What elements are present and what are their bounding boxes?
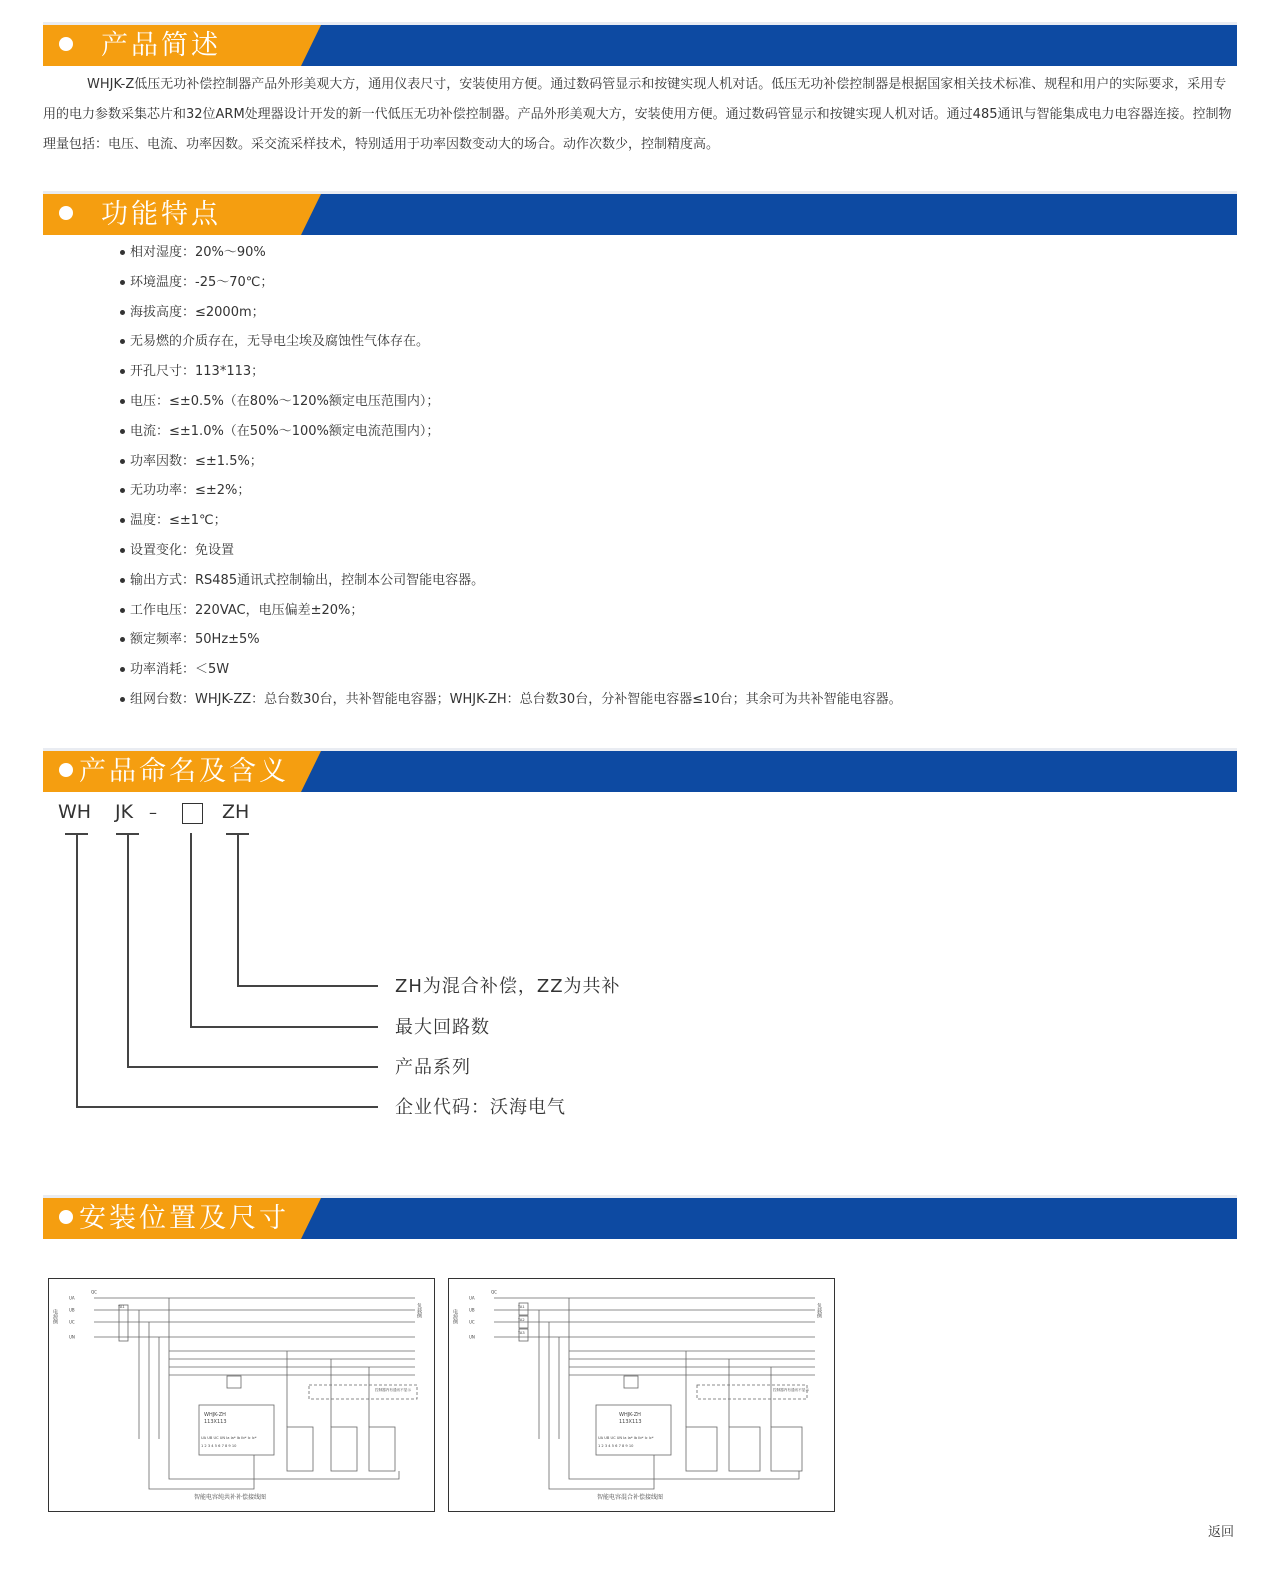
phase-label: QC <box>91 1289 97 1295</box>
feature-item <box>118 655 902 685</box>
feature-text: 海拔高度：≤2000m； <box>130 304 265 320</box>
code-jk: JK <box>115 801 134 823</box>
naming-label-circuits: 最大回路数 <box>395 1017 490 1038</box>
phase-label: UN <box>469 1334 475 1340</box>
feature-item <box>118 447 902 477</box>
phase-label: UC <box>69 1319 75 1325</box>
controller-size: 113X113 <box>204 1419 227 1425</box>
feature-item <box>118 238 902 268</box>
feature-item <box>118 268 902 298</box>
bullet-icon <box>120 280 125 285</box>
feature-text: 组网台数：WHJK-ZZ：总台数30台，共补智能电容器；WHJK-ZH：总台数30台，分补智能电容器≤10台；其余可为共补智能电容器。 <box>130 691 902 707</box>
feature-item <box>118 417 902 447</box>
leader-tick <box>116 833 139 835</box>
section-title: 产品简述 <box>59 25 221 66</box>
wiring-svg <box>49 1279 434 1511</box>
feature-text: 输出方式：RS485通讯式控制输出，控制本公司智能电容器。 <box>130 572 485 588</box>
feature-text: 功率消耗：＜5W <box>130 662 230 678</box>
feature-item <box>118 357 902 387</box>
leader-tick <box>65 833 88 835</box>
code-wh: WH <box>58 801 92 823</box>
controller-terminal-numbers: 1 2 3 4 5 6 7 8 9 10 <box>598 1444 634 1448</box>
controller-terminals: UA UB UC UN Ia Ia* Ib Ib* Ic Ic* <box>598 1436 654 1440</box>
leader-tick <box>226 833 249 835</box>
feature-item <box>118 387 902 417</box>
feature-item <box>118 566 902 596</box>
bullet-icon <box>120 667 125 672</box>
code-dash: – <box>149 803 157 822</box>
feature-item <box>118 327 902 357</box>
leader-line <box>76 833 78 1107</box>
ct-label: TA1 <box>518 1305 525 1309</box>
bullet-icon <box>120 369 125 374</box>
phase-label: UB <box>469 1307 475 1313</box>
naming-label-company: 企业代码：沃海电气 <box>395 1097 566 1118</box>
feature-item <box>118 685 902 715</box>
code-zh: ZH <box>222 801 250 823</box>
side-label-power: 电源侧 <box>52 1309 58 1324</box>
section-title: 安装位置及尺寸 <box>59 1198 289 1239</box>
leader-line <box>237 985 378 987</box>
phase-label: UA <box>469 1295 475 1301</box>
bullet-icon <box>120 459 125 464</box>
leader-line <box>127 833 129 1067</box>
diagram-caption: 智能电容纯共补补偿接线图 <box>194 1494 267 1501</box>
bullet-icon <box>120 697 125 702</box>
wiring-diagram-right <box>448 1278 835 1512</box>
feature-text: 相对湿度：20%～90% <box>130 245 266 260</box>
controller-model: WHJK-ZH <box>204 1412 226 1418</box>
bullet-icon <box>120 548 125 553</box>
phase-label: UA <box>69 1295 75 1301</box>
bullet-dot-icon <box>59 763 73 777</box>
phase-label: UC <box>469 1319 475 1325</box>
diagram-note: 控制器内有通讯不显示 <box>375 1388 411 1392</box>
wiring-diagram-left <box>48 1278 435 1512</box>
section-header-intro <box>43 22 1237 66</box>
feature-text: 功率因数：≤±1.5%； <box>130 453 263 469</box>
feature-item <box>118 476 902 506</box>
phase-label: UB <box>69 1307 75 1313</box>
section-header-naming <box>43 748 1237 792</box>
phase-label: UN <box>69 1334 75 1340</box>
bullet-icon <box>120 250 125 255</box>
controller-terminal-numbers: 1 2 3 4 5 6 7 8 9 10 <box>201 1444 237 1448</box>
feature-item <box>118 298 902 328</box>
feature-text: 电流：≤±1.0%（在50%～100%额定电流范围内）； <box>130 423 440 439</box>
section-header-install <box>43 1195 1237 1239</box>
section-title: 产品命名及含义 <box>59 751 289 792</box>
feature-text: 无功功率：≤±2%； <box>130 483 251 499</box>
feature-item <box>118 506 902 536</box>
feature-text: 额定频率：50Hz±5% <box>130 632 260 648</box>
feature-item <box>118 625 902 655</box>
bullet-icon <box>120 429 125 434</box>
naming-label-type: ZH为混合补偿，ZZ为共补 <box>395 976 621 997</box>
bullet-icon <box>120 399 125 404</box>
bullet-icon <box>120 637 125 642</box>
feature-list <box>118 238 902 715</box>
side-label-load: 负载侧 <box>416 1303 422 1318</box>
feature-text: 环境温度：-25～70℃； <box>130 274 274 290</box>
diagram-note: 控制器内有通讯不显示 <box>773 1388 809 1392</box>
feature-text: 开孔尺寸：113*113； <box>130 364 265 380</box>
bullet-icon <box>120 608 125 613</box>
ct-label: TA3 <box>518 1331 525 1335</box>
controller-terminals: UA UB UC UN Ia Ia* Ib Ib* Ic Ic* <box>201 1436 257 1440</box>
naming-label-series: 产品系列 <box>395 1057 471 1078</box>
naming-diagram <box>43 793 743 1133</box>
feature-text: 工作电压：220VAC，电压偏差±20%； <box>130 602 364 618</box>
feature-item <box>118 596 902 626</box>
side-label-power: 电源侧 <box>452 1309 458 1324</box>
bullet-dot-icon <box>59 37 73 51</box>
diagram-caption: 智能电容混合补偿接线图 <box>597 1494 664 1501</box>
wiring-svg <box>449 1279 834 1511</box>
leader-line <box>127 1066 378 1068</box>
feature-item <box>118 536 902 566</box>
bullet-dot-icon <box>59 1210 73 1224</box>
feature-text: 无易燃的介质存在，无导电尘埃及腐蚀性气体存在。 <box>130 334 430 350</box>
intro-paragraph: WHJK-Z低压无功补偿控制器产品外形美观大方，通用仪表尺寸，安装使用方便。通过数码管显示和按键实现人机对话。低压无功补偿控制器是根据国家相关技术标准、规程和用户的实际要求，采用专用的电力参数采集芯片和32位ARM处理器设计开发的新一代低压无功补偿控制器。产品外形美观大方，安装使用方便。通过数码管显示和按键实现人机对话。通过485通讯与智能集成电力电容器连接。控制物理量包括：电压、电流、功率因数。采交流采样技术，特别适用于功率因数变动大的场合。动作次数少，控制精度高。 <box>43 77 1232 152</box>
leader-line <box>190 833 192 1027</box>
feature-text: 设置变化：免设置 <box>130 542 235 558</box>
leader-line <box>76 1106 378 1108</box>
code-box-placeholder <box>182 803 203 824</box>
controller-size: 113X113 <box>619 1419 642 1425</box>
bullet-icon <box>120 339 125 344</box>
section-header-features <box>43 191 1237 235</box>
side-label-load: 负载侧 <box>816 1303 822 1318</box>
feature-text: 电压：≤±0.5%（在80%～120%额定电压范围内）； <box>130 393 440 409</box>
bullet-icon <box>120 488 125 493</box>
leader-line <box>237 833 239 986</box>
ct-label: TA1 <box>118 1305 125 1309</box>
phase-label: QC <box>491 1289 497 1295</box>
leader-line <box>190 1026 378 1028</box>
bullet-icon <box>120 518 125 523</box>
bullet-dot-icon <box>59 206 73 220</box>
feature-text: 温度：≤±1℃； <box>130 513 227 529</box>
back-link[interactable]: 返回 <box>1208 1525 1235 1540</box>
bullet-icon <box>120 310 125 315</box>
controller-model: WHJK-ZH <box>619 1412 641 1418</box>
ct-label: TA2 <box>518 1318 525 1322</box>
bullet-icon <box>120 578 125 583</box>
section-title: 功能特点 <box>59 194 221 235</box>
